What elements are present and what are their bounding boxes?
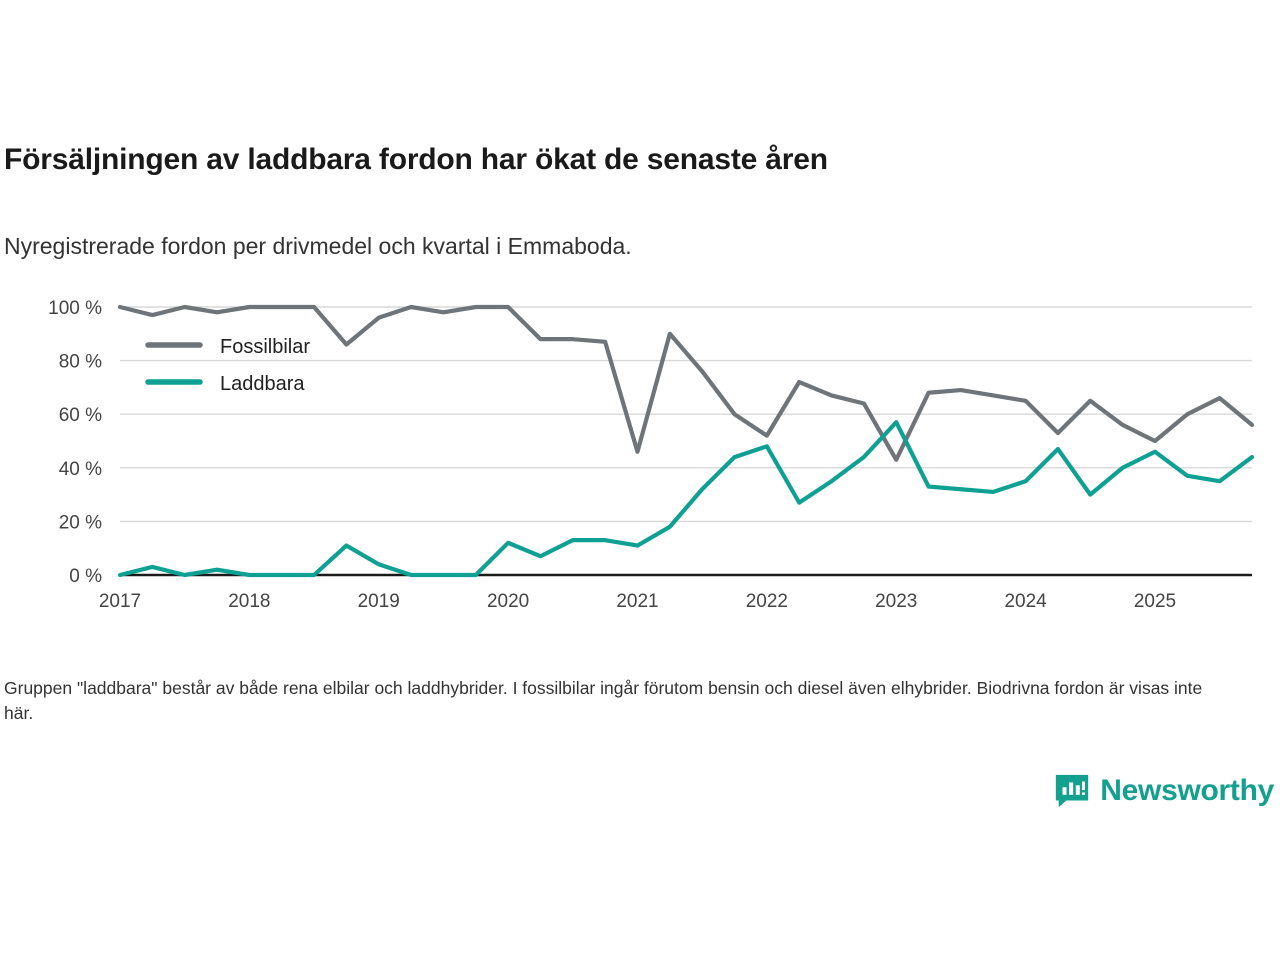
x-axis-tick-label: 2017	[98, 591, 142, 612]
y-axis-tick-label: 60 %	[58, 405, 102, 427]
legend-label-1: Fossilbilar	[220, 336, 311, 358]
x-axis-tick-label: 2020	[486, 591, 530, 612]
chart-x-axis-labels	[99, 591, 1176, 612]
x-axis-tick-label: 2019	[357, 591, 400, 612]
y-axis-tick-label: 40 %	[58, 458, 102, 480]
newsworthy-bars-icon	[1053, 772, 1091, 810]
x-axis-tick-label: 2021	[616, 591, 659, 612]
brand-name: Newsworthy	[1100, 774, 1274, 807]
chart-svg	[0, 285, 1280, 625]
y-axis-tick-label: 80 %	[58, 351, 102, 373]
series-line-2	[120, 422, 1252, 575]
legend-label-2: Laddbara	[220, 373, 305, 395]
y-axis-tick-label: 100 %	[48, 298, 102, 319]
chart-footnote: Gruppen "laddbara" består av både rena elbilar och laddhybrider. I fossilbilar ingår förutom bensin och diesel även elhybrider. Biodrivna fordon är visas inte här.	[4, 678, 1203, 724]
line-chart	[0, 285, 1280, 625]
chart-legend	[148, 336, 310, 395]
brand-logo	[1053, 772, 1274, 810]
x-axis-tick-label: 2022	[745, 591, 788, 612]
page-subtitle: Nyregistrerade fordon per drivmedel och kvartal i Emmaboda.	[4, 233, 632, 259]
y-axis-tick-label: 20 %	[58, 512, 102, 534]
y-axis-tick-label: 0 %	[69, 566, 102, 587]
page-title: Försäljningen av laddbara fordon har ökat de senaste åren	[4, 143, 828, 176]
x-axis-tick-label: 2025	[1133, 591, 1177, 612]
x-axis-tick-label: 2018	[228, 591, 271, 612]
x-axis-tick-label: 2024	[1004, 591, 1047, 612]
chart-y-axis-labels	[48, 298, 102, 587]
x-axis-tick-label: 2023	[875, 591, 918, 612]
